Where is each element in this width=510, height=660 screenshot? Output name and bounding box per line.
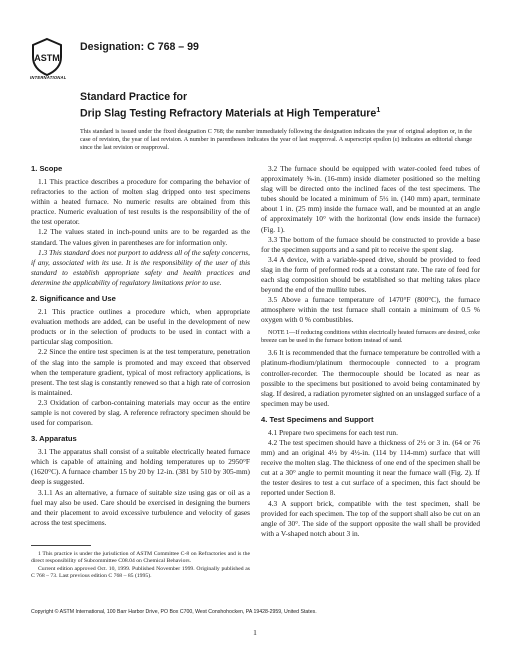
logo-text: INTERNATIONAL [30,75,67,80]
paragraph-3-3: 3.3 The bottom of the furnace should be constructed to provide a base for the specimen supports and a sand pit to receive the spent slag. [261,234,480,254]
paragraph-2-1: 2.1 This practice outlines a procedure which, when appropriate evaluation methods are added, can be useful in the development of new products or in the selection of products to be used in contact with a particular slag composition. [31,307,250,347]
paragraph-4-2: 4.2 The test specimen should have a thickness of 2½ or 3 in. (64 or 76 mm) and an original 4½ by 4½-in. (114 by 114-mm) surface that will receive the molten slag. The thickness of one end of the specimen shall be cut at a 30° angle to permit mounting it near the furnace wall (Fig. 2). If the tester desires to test a cut surface of a specimen, this fact should be reported under Section 8. [261,437,480,498]
section-heading-apparatus: 3. Apparatus [31,434,77,444]
standard-notice: This standard is issued under the fixed designation C 768; the number immediately following the designation indicates the year of original adoption or, in the case of revision, the year of last revision. A number in parentheses indicates the year of last reapproval. A superscript epsilon (ε) indicates an editorial change since the last revision or reapproval. [80,129,472,151]
svg-text:ASTM: ASTM [34,53,60,63]
paragraph-3-6: 3.6 It is recommended that the furnace temperature be controlled with a platinum-rhodium/platinum thermocouple connected to a program controller-recorder. The thermocouple should be located as near as possible to the specimens but positioned to avoid being contaminated by slag. If desired, a radiation pyrometer sighted on an unslagged surface of a specimen may be used. [261,348,481,408]
paragraph-4-3: 4.3 A support brick, compatible with the test specimen, shall be provided for each specimen. The top of the support shall also be cut on an angle of 30°. The side of the support opposite the wall shall be provided with a V-shaped notch about 3 in. [261,498,480,538]
paragraph-3-1: 3.1 The apparatus shall consist of a suitable electrically heated furnace which is capable of attaining and holding temperatures up to 2950°F (1620°C). A furnace chamber 15 by 20 by 12-in. (381 by 510 by 305-mm) deep is suggested. [31,447,250,487]
section-heading-scope: 1. Scope [31,164,63,173]
title-line-1: Standard Practice for [80,91,188,103]
copyright-line: Copyright © ASTM International, 100 Barr Harbor Drive, PO Box C700, West Conshohocken, PA 19428-2959, United States. [31,609,317,615]
right-column [261,164,480,539]
designation: Designation: C 768 – 99 [80,41,199,53]
note-1: NOTE 1—If reducing conditions within electrically heated furnaces are desired, coke breeze can be used in the furnace bottom instead of sand. [261,328,480,344]
section-heading-significance: 2. Significance and Use [31,294,116,304]
title-footnote-mark: 1 [376,107,381,114]
astm-logo-icon [30,37,64,77]
page-number: 1 [253,628,257,637]
paragraph-1-3: 1.3 This standard does not purport to address all of the safety concerns, if any, associated with its use. It is the responsibility of the user of this standard to establish appropriate safety and health practices and determine the applicability of regulatory limitations prior to use. [31,247,250,287]
footnote-1: 1 This practice is under the jurisdiction of ASTM Committee C-8 on Refractories and is the direct responsibility of Subcommittee C08.04 on Chemical Behaviors. [31,551,250,565]
paragraph-2-3: 2.3 Oxidation of carbon-containing materials may occur as the entire sample is not covered by slag. A reference refractory specimen should be used for comparison. [31,397,250,428]
paragraph-1-2: 1.2 The values stated in inch-pound units are to be regarded as the standard. The values given in parentheses are for information only. [31,227,250,247]
paragraph-2-2: 2.2 Since the entire test specimen is at the test temperature, penetration of the slag into the sample is promoted and may exceed that observed when the temperature gradient, typical of most refractory applications, is present. The test slag is constantly renewed so that a high rate of corrosion is maintained. [31,347,250,397]
paragraph-3-4: 3.4 A device, with a variable-speed drive, should be provided to feed slag in the form of preformed rods at a constant rate. The rate of feed for each slag composition should be established so that melting takes place beyond the end of the mullite tubes. [261,254,480,295]
footnote-2: Current edition approved Oct. 10, 1999. Published November 1999. Originally published as C 768 – 73. Last previous edition C 768 – 85 (1995). [31,565,250,579]
paragraph-1-1: 1.1 This practice describes a procedure for comparing the behavior of refractories to the action of molten slag dripped onto test specimens within a heated furnace. No numeric results are obtained from this practice. Numeric evaluation of test results is the responsibility of the of the test operator. [31,177,250,227]
paragraph-4-1: 4.1 Prepare two specimens for each test run. [268,427,398,437]
paragraph-3-1-1: 3.1.1 As an alternative, a furnace of suitable size using gas or oil as a fuel may also be used. Care should be exercised in designing the burners and their placement to avoid excessive turbulence and velocity of gases across the test specimens. [31,487,250,527]
footnotes [31,545,250,580]
paragraph-3-2: 3.2 The furnace should be equipped with water-cooled feed tubes of approximately ⅝-in. (16-mm) inside diameter positioned so the melting slag will be directed onto the inclined faces of the test specimens. The tubes should be located a minimum of 5½ in. (140 mm) apart, terminate about 1 in. (25 mm) inside the furnace wall, and be mounted at an angle of approximately 10° with the horizontal (low ends inside the furnace) (Fig. 1). [261,164,480,234]
paragraph-3-5: 3.5 Above a furnace temperature of 1470°F (800°C), the furnace atmosphere within the test furnace shall contain a minimum of 0.5 % oxygen with 0 % combustibles. [261,295,480,325]
document-title [80,91,380,121]
left-column [31,164,250,528]
footnote-rule [31,545,91,546]
title-text: Drip Slag Testing Refractory Materials at High Temperature [80,107,377,120]
section-heading-specimens: 4. Test Specimens and Support [261,414,374,424]
title-line-2 [80,104,380,121]
